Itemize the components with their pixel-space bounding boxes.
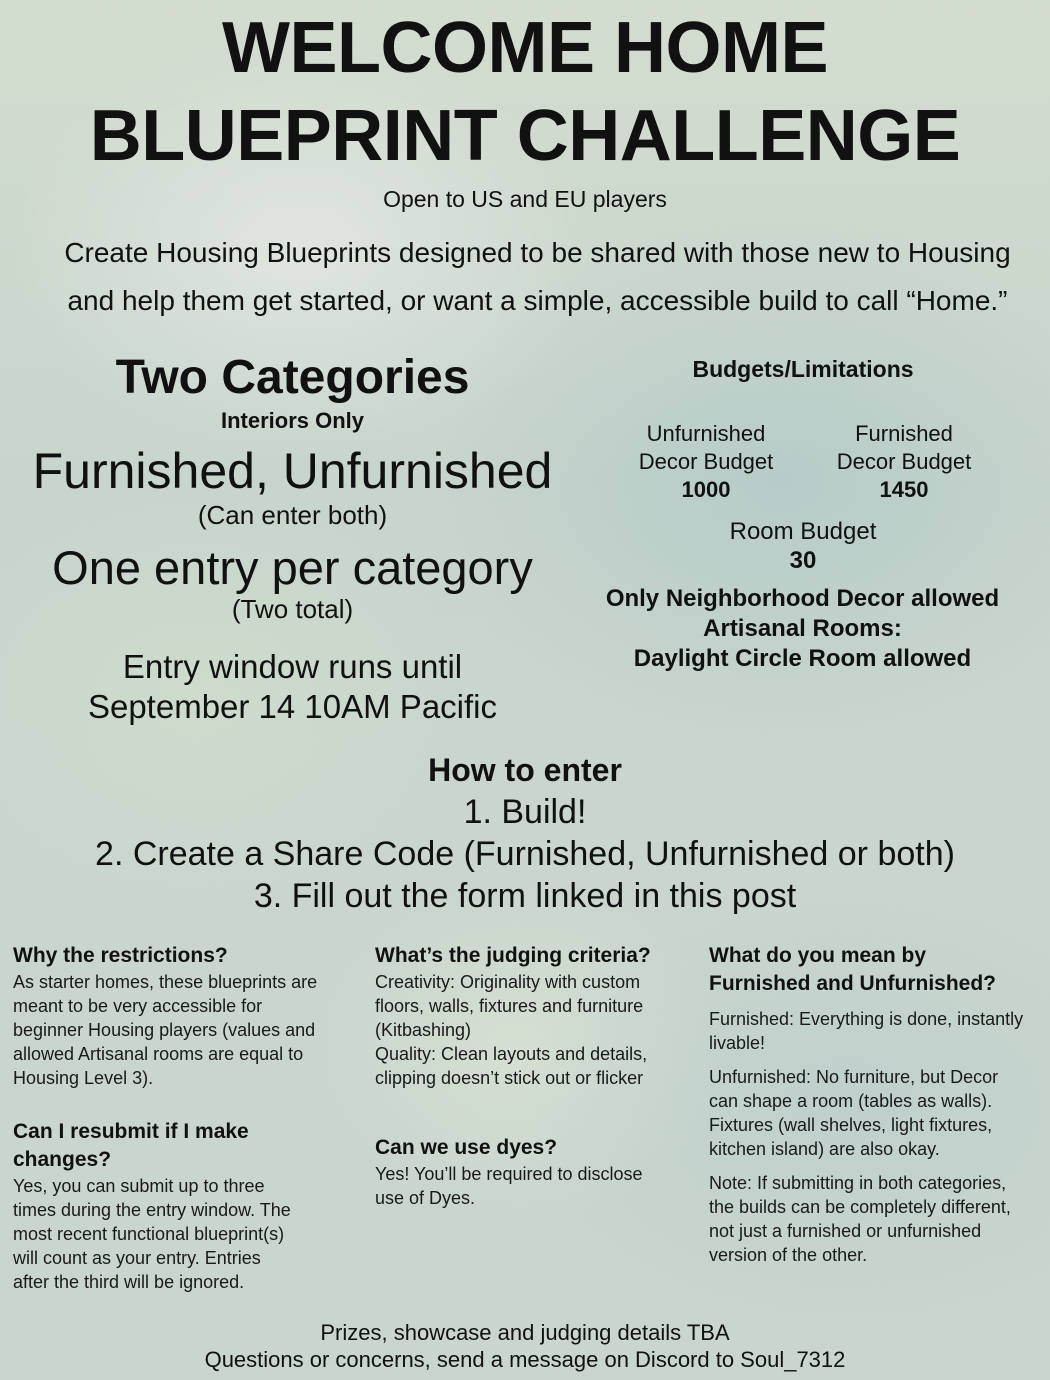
faq-judging-line: Creativity: Originality with custom: [375, 972, 641, 992]
room-budget-value: 30: [789, 547, 817, 574]
faq-why-line: As starter homes, these blueprints are: [13, 972, 318, 992]
faq-why-line: meant to be very accessible for: [13, 996, 263, 1016]
faq-resubmit-title-line: Can I resubmit if I make: [13, 1120, 249, 1143]
step-2: 2. Create a Share Code (Furnished, Unfurnished or both): [95, 835, 955, 873]
category-types: Furnished, Unfurnished: [32, 443, 553, 499]
entry-window-line2: September 14 10AM Pacific: [87, 688, 498, 725]
faq-column-3: [709, 942, 1047, 1267]
faq-meaning-line: livable!: [709, 1033, 766, 1053]
footer-line1: Prizes, showcase and judging details TBA: [320, 1320, 730, 1345]
faq-why-line: beginner Housing players (values and: [13, 1020, 316, 1040]
rule-artisanal-rooms: Artisanal Rooms:: [703, 615, 902, 642]
faq-judging-line: Quality: Clean layouts and details,: [375, 1044, 648, 1064]
faq-why-title: Why the restrictions?: [13, 944, 228, 967]
faq-resubmit-line: times during the entry window. The: [13, 1200, 291, 1220]
faq-dyes-title: Can we use dyes?: [375, 1136, 558, 1159]
faq-meaning-line: Unfurnished: No furniture, but Decor: [709, 1067, 999, 1087]
faq-meaning-line: the builds can be completely different,: [709, 1197, 1011, 1217]
page-subtitle: Open to US and EU players: [383, 186, 667, 212]
room-budget: [603, 517, 1003, 575]
faq-meaning-line: kitchen island) are also okay.: [709, 1139, 940, 1159]
intro-line2: and help them get started, or want a simple, accessible build to call “Home.”: [67, 285, 1008, 316]
page-title-line1: WELCOME HOME: [222, 8, 828, 88]
category-types-note: (Can enter both): [197, 500, 388, 530]
rule-daylight-circle: Daylight Circle Room allowed: [633, 645, 972, 672]
unfurnished-budget-label1: Unfurnished: [646, 421, 766, 446]
faq-resubmit-line: after the third will be ignored.: [13, 1272, 245, 1292]
faq-dyes-line: use of Dyes.: [375, 1188, 476, 1208]
budgets-heading: Budgets/Limitations: [692, 356, 914, 382]
furnished-budget: [814, 420, 994, 504]
faq-column-2: [375, 942, 690, 1210]
faq-meaning-furnished: [709, 1007, 1047, 1055]
entry-window-line1: Entry window runs until: [122, 648, 463, 685]
faq-why-line: allowed Artisanal rooms are equal to: [13, 1044, 304, 1064]
faq-resubmit-line: will count as your entry. Entries: [13, 1248, 261, 1268]
faq-meaning-line: version of the other.: [709, 1245, 868, 1265]
unfurnished-budget: [616, 420, 796, 504]
faq-why-line: Housing Level 3).: [13, 1068, 154, 1088]
faq-dyes-line: Yes! You’ll be required to disclose: [375, 1164, 643, 1184]
faq-resubmit-title-line: changes?: [13, 1148, 112, 1171]
intro-line1: Create Housing Blueprints designed to be shared with those new to Housing: [64, 237, 1011, 268]
faq-column-1: [13, 942, 353, 1294]
faq-why-body: [13, 970, 353, 1090]
faq-meaning-line: can shape a room (tables as walls).: [709, 1091, 993, 1111]
entry-rule: One entry per category: [52, 541, 533, 594]
faq-meaning-note: [709, 1171, 1047, 1267]
room-budget-label: Room Budget: [729, 518, 877, 545]
step-3: 3. Fill out the form linked in this post: [253, 877, 797, 915]
faq-meaning-title-line: What do you mean by: [709, 944, 927, 967]
faq-meaning-line: Furnished: Everything is done, instantly: [709, 1009, 1024, 1029]
faq-resubmit-body: [13, 1174, 353, 1294]
footer-line2: Questions or concerns, send a message on Discord to Soul_7312: [204, 1347, 846, 1372]
faq-meaning-line: not just a furnished or unfurnished: [709, 1221, 982, 1241]
step-1: 1. Build!: [463, 793, 587, 831]
faq-judging-title: What’s the judging criteria?: [375, 944, 651, 967]
faq-judging-line: (Kitbashing): [375, 1020, 472, 1040]
faq-meaning-title-line: Furnished and Unfurnished?: [709, 972, 996, 995]
faq-meaning-unfurnished: [709, 1065, 1047, 1161]
entry-rule-note: (Two total): [231, 594, 354, 624]
faq-meaning-line: Fixtures (wall shelves, light fixtures,: [709, 1115, 993, 1135]
how-to-enter-heading: How to enter: [428, 752, 622, 788]
faq-judging-line: clipping doesn’t stick out or flicker: [375, 1068, 644, 1088]
limitation-rules: [570, 584, 1035, 674]
categories-heading: Two Categories: [115, 351, 470, 404]
page-title-line2: BLUEPRINT CHALLENGE: [89, 96, 961, 176]
furnished-budget-label1: Furnished: [855, 421, 953, 446]
rule-neighborhood-decor: Only Neighborhood Decor allowed: [605, 585, 1000, 612]
faq-resubmit-title: [13, 1118, 353, 1174]
categories-subheading: Interiors Only: [220, 408, 365, 433]
faq-meaning-line: Note: If submitting in both categories,: [709, 1173, 1007, 1193]
unfurnished-budget-label2: Decor Budget: [638, 449, 774, 474]
faq-dyes-body: [375, 1162, 690, 1210]
unfurnished-budget-value: 1000: [681, 477, 731, 502]
faq-meaning-title: [709, 942, 1047, 998]
faq-resubmit-line: Yes, you can submit up to three: [13, 1176, 265, 1196]
faq-judging-line: floors, walls, fixtures and furniture: [375, 996, 644, 1016]
faq-resubmit-line: most recent functional blueprint(s): [13, 1224, 285, 1244]
furnished-budget-value: 1450: [879, 477, 929, 502]
faq-judging-body: [375, 970, 690, 1090]
furnished-budget-label2: Decor Budget: [836, 449, 972, 474]
